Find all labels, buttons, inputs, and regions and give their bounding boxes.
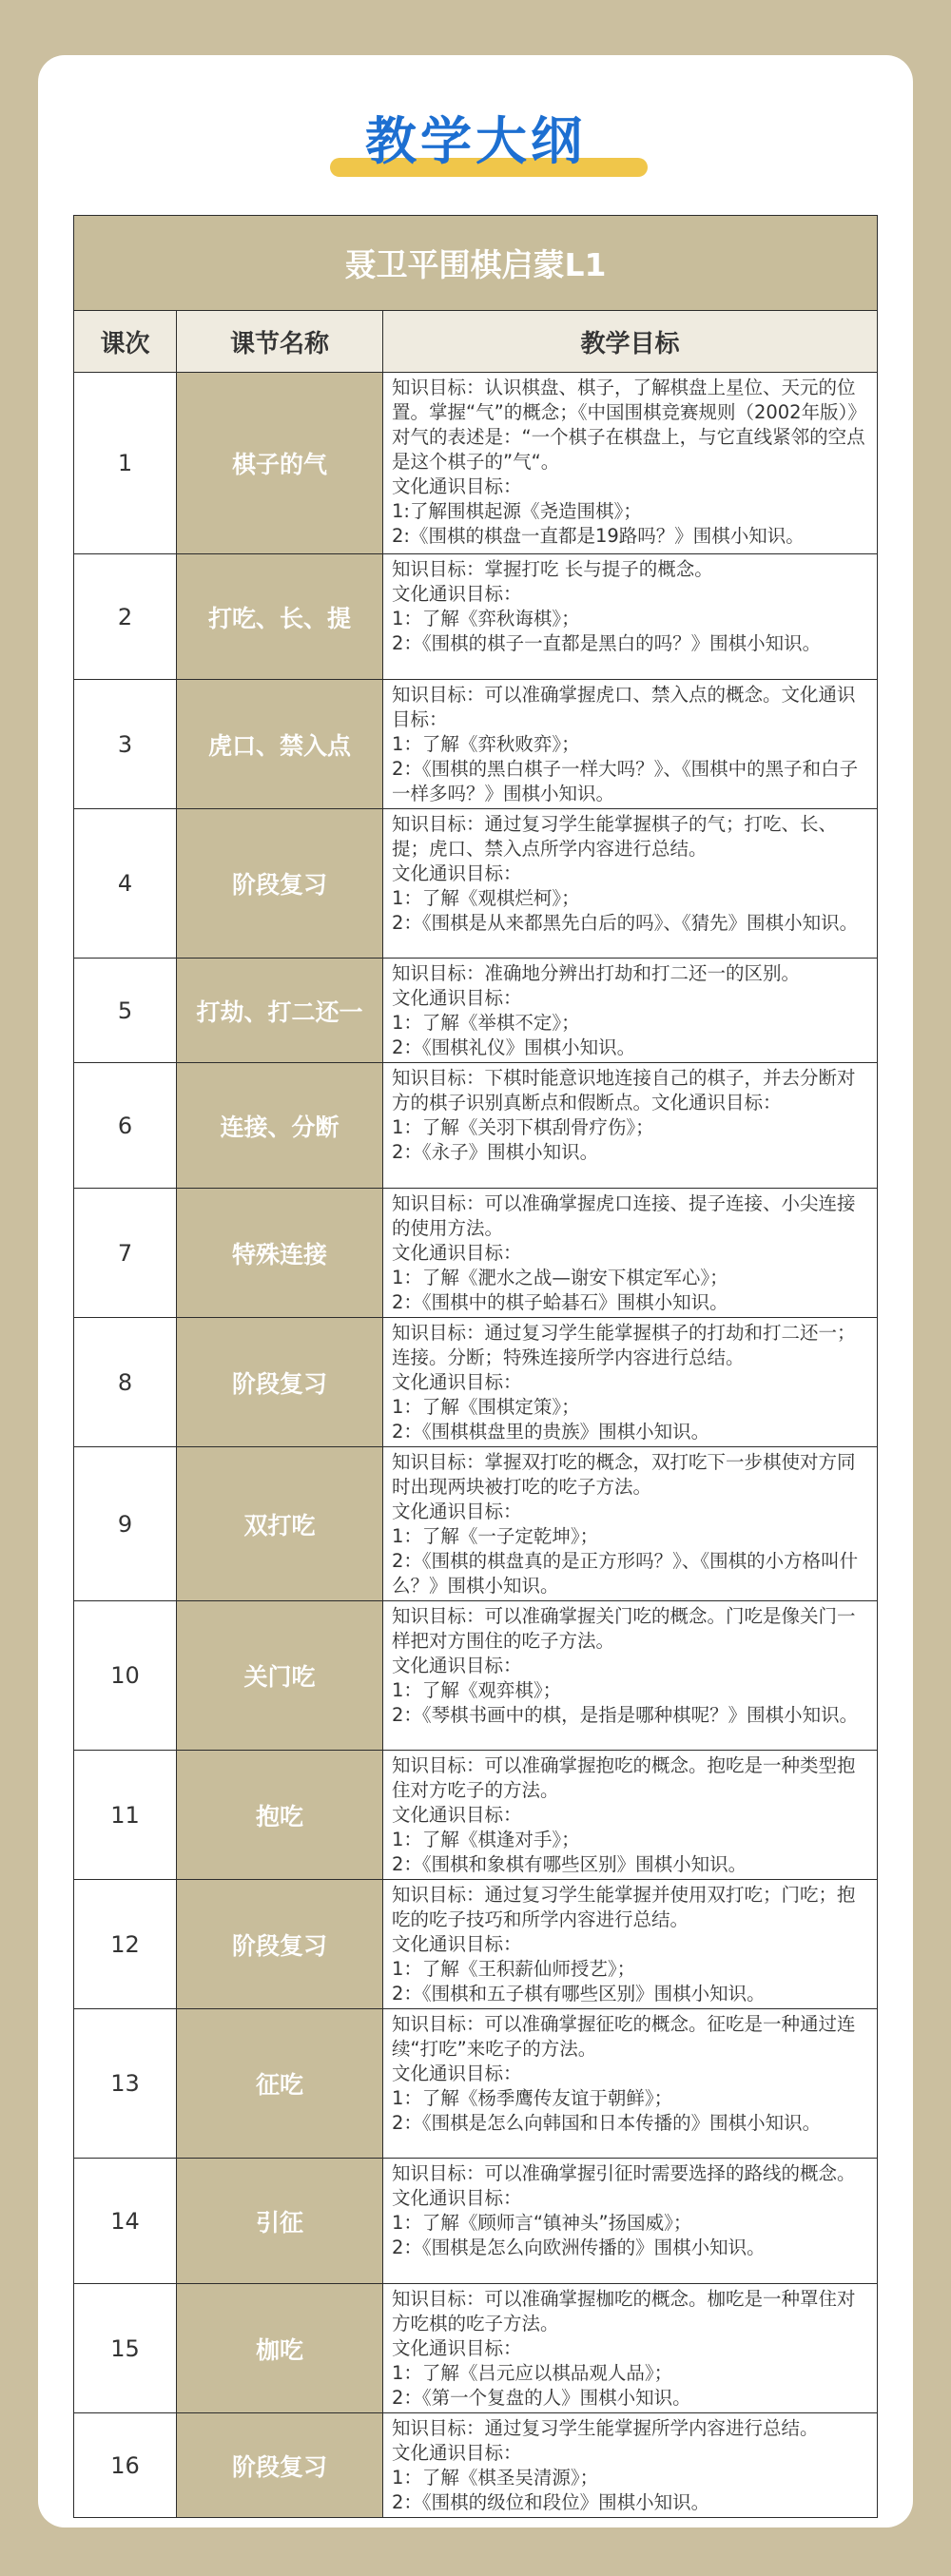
lesson-number: 6: [74, 1063, 177, 1189]
goal-line: 1：了解《淝水之战—谢安下棋定军心》；: [392, 1267, 728, 1288]
lesson-goal: [383, 1601, 878, 1751]
lesson-number: 9: [74, 1447, 177, 1601]
header-teaching-goal: 教学目标: [383, 311, 878, 373]
lesson-name: 阶段复习: [177, 1880, 383, 2009]
table-row: [74, 680, 878, 809]
goal-line: 2：《围棋的级位和段位》围棋小知识。: [392, 2491, 710, 2513]
lesson-number: 14: [74, 2159, 177, 2284]
lesson-goal: [383, 2009, 878, 2159]
goal-line: 文化通识目标：: [392, 2337, 522, 2359]
lesson-number: 15: [74, 2284, 177, 2413]
table-row: [74, 2284, 878, 2413]
lesson-number: 1: [74, 373, 177, 554]
goal-line: 1:了解围棋起源《尧造围棋》；: [392, 500, 642, 522]
goal-line: 知识目标：掌握双打吃的概念，双打吃下一步棋使对方同时出现两块被打吃的吃子方法。: [392, 1451, 856, 1498]
lesson-name: 连接、分断: [177, 1063, 383, 1189]
goal-line: 1：了解《观棋烂柯》；: [392, 887, 580, 909]
lesson-goal: [383, 1063, 878, 1189]
goal-line: 文化通识目标：: [392, 2063, 522, 2084]
goal-line: 文化通识目标：: [392, 1501, 522, 1522]
lesson-name: 阶段复习: [177, 809, 383, 959]
table-row: [74, 1318, 878, 1447]
goal-line: 知识目标：掌握打吃 长与提子的概念。: [392, 558, 713, 580]
lesson-goal: [383, 1318, 878, 1447]
goal-line: 2：《围棋礼仪》围棋小知识。: [392, 1036, 636, 1058]
lesson-goal: [383, 554, 878, 680]
goal-line: 文化通识目标：: [392, 987, 522, 1009]
goal-line: 2：《围棋的黑白棋子一样大吗？》、《围棋中的黑子和白子一样多吗？》围棋小知识。: [392, 758, 859, 804]
goal-line: 知识目标：可以准确掌握抱吃的概念。抱吃是一种类型抱住对方吃子的方法。: [392, 1754, 856, 1801]
goal-line: 知识目标：通过复习学生能掌握棋子的气；打吃、长、提；虎口、禁入点所学内容进行总结。: [392, 813, 838, 860]
goal-line: 文化通识目标：: [392, 475, 522, 497]
lesson-number: 5: [74, 959, 177, 1063]
lesson-goal: [383, 2159, 878, 2284]
goal-line: 文化通识目标：: [392, 1655, 522, 1676]
lesson-goal: [383, 373, 878, 554]
goal-line: 1：了解《举棋不定》；: [392, 1012, 580, 1034]
goal-line: 2：《围棋和五子棋有哪些区别》围棋小知识。: [392, 1983, 766, 2005]
lesson-name: 特殊连接: [177, 1189, 383, 1318]
goal-line: 1：了解《顾师言“镇神头”扬国威》；: [392, 2212, 692, 2234]
lesson-number: 4: [74, 809, 177, 959]
course-title: 聂卫平围棋启蒙L1: [74, 216, 878, 311]
goal-line: 知识目标：可以准确掌握虎口、禁入点的概念。文化通识目标：: [392, 684, 856, 730]
lesson-number: 2: [74, 554, 177, 680]
lesson-goal: [383, 680, 878, 809]
goal-line: 知识目标：可以准确掌握关门吃的概念。门吃是像关门一样把对方围住的吃子方法。: [392, 1605, 856, 1652]
table-row: [74, 373, 878, 554]
goal-line: 2：《围棋和象棋有哪些区别》围棋小知识。: [392, 1853, 747, 1875]
goal-line: 2：《围棋中的棋子蛤碁石》围棋小知识。: [392, 1291, 728, 1313]
lesson-name: 关门吃: [177, 1601, 383, 1751]
table-row: [74, 809, 878, 959]
goal-line: 1：了解《关羽下棋刮骨疗伤》；: [392, 1116, 654, 1138]
table-row: [74, 1601, 878, 1751]
goal-line: 2：《围棋是从来都黑先白后的吗》、《猜先》围棋小知识。: [392, 912, 859, 934]
lesson-number: 11: [74, 1751, 177, 1880]
goal-line: 1：了解《一子定乾坤》；: [392, 1525, 599, 1547]
lesson-name: 抱吃: [177, 1751, 383, 1880]
goal-line: 文化通识目标：: [392, 583, 522, 605]
table-row: [74, 1751, 878, 1880]
goal-line: 文化通识目标：: [392, 2442, 522, 2464]
lesson-goal: [383, 1189, 878, 1318]
table-row: [74, 2159, 878, 2284]
table-row: [74, 959, 878, 1063]
goal-line: 2：《围棋棋盘里的贵族》围棋小知识。: [392, 1421, 710, 1443]
goal-line: 1：了解《杨季鹰传友谊于朝鲜》；: [392, 2087, 673, 2109]
lesson-name: 枷吃: [177, 2284, 383, 2413]
lesson-number: 10: [74, 1601, 177, 1751]
lesson-name: 双打吃: [177, 1447, 383, 1601]
page-title: 教学大纲: [365, 111, 586, 171]
goal-line: 1：了解《吕元应以棋品观人品》；: [392, 2362, 673, 2384]
goal-line: 文化通识目标：: [392, 1804, 522, 1826]
goal-line: 知识目标：认识棋盘、棋子，了解棋盘上星位、天元的位置。掌握“气”的概念；《中国围棋竞赛规则（2002年版）》对气的表述是：“一个棋子在棋盘上，与它直线紧邻的空点是这个棋子的”气“。: [392, 377, 866, 473]
goal-line: 1：了解《围棋定策》；: [392, 1396, 580, 1418]
table-row: [74, 2413, 878, 2518]
goal-line: 2：《围棋的棋子一直都是黑白的吗？》围棋小知识。: [392, 632, 822, 654]
goal-line: 知识目标：准确地分辨出打劫和打二还一的区别。: [392, 962, 801, 984]
goal-line: 知识目标：可以准确掌握枷吃的概念。枷吃是一种罩住对方吃棋的吃子方法。: [392, 2288, 856, 2334]
lesson-number: 16: [74, 2413, 177, 2518]
lesson-number: 12: [74, 1880, 177, 2009]
syllabus-card: [38, 55, 913, 2528]
lesson-goal: [383, 1880, 878, 2009]
table-row: [74, 1063, 878, 1189]
lesson-goal: [383, 2284, 878, 2413]
lesson-number: 3: [74, 680, 177, 809]
goal-line: 文化通识目标：: [392, 862, 522, 884]
lesson-number: 7: [74, 1189, 177, 1318]
lesson-number: 13: [74, 2009, 177, 2159]
goal-line: 2：《围棋的棋盘真的是正方形吗？》、《围棋的小方格叫什么？》围棋小知识。: [392, 1550, 859, 1597]
lesson-name: 虎口、禁入点: [177, 680, 383, 809]
goal-line: 1：了解《弈秋诲棋》；: [392, 608, 580, 629]
goal-line: 2：《琴棋书画中的棋，是指是哪种棋呢？》围棋小知识。: [392, 1704, 859, 1726]
goal-line: 2：《围棋是怎么向韩国和日本传播的》围棋小知识。: [392, 2112, 822, 2134]
goal-line: 知识目标：下棋时能意识地连接自己的棋子，并去分断对方的棋子识别真断点和假断点。文化通识目标：: [392, 1067, 856, 1114]
lesson-goal: [383, 1447, 878, 1601]
goal-line: 1：了解《棋逢对手》；: [392, 1829, 580, 1850]
goal-line: 文化通识目标：: [392, 1371, 522, 1393]
goal-line: 2：《围棋是怎么向欧洲传播的》围棋小知识。: [392, 2237, 766, 2258]
lesson-name: 引征: [177, 2159, 383, 2284]
goal-line: 2:《围棋的棋盘一直都是19路吗？》围棋小知识。: [392, 525, 805, 547]
lesson-name: 阶段复习: [177, 2413, 383, 2518]
goal-line: 2：《第一个复盘的人》围棋小知识。: [392, 2387, 691, 2409]
table-row: [74, 1880, 878, 2009]
goal-line: 知识目标：可以准确掌握征吃的概念。征吃是一种通过连续“打吃”来吃子的方法。: [392, 2013, 856, 2060]
goal-line: 知识目标：通过复习学生能掌握并使用双打吃；门吃；抱吃的吃子技巧和所学内容进行总结。: [392, 1884, 856, 1930]
header-lesson-number: 课次: [74, 311, 177, 373]
header-lesson-name: 课节名称: [177, 311, 383, 373]
table-row: [74, 1447, 878, 1601]
goal-line: 1：了解《弈秋败弈》；: [392, 733, 580, 755]
lesson-name: 阶段复习: [177, 1318, 383, 1447]
goal-line: 知识目标：通过复习学生能掌握棋子的打劫和打二还一；连接。分断；特殊连接所学内容进行总结。: [392, 1322, 856, 1368]
lesson-number: 8: [74, 1318, 177, 1447]
goal-line: 1：了解《观弈棋》；: [392, 1679, 562, 1701]
lesson-name: 打吃、长、提: [177, 554, 383, 680]
lesson-name: 打劫、打二还一: [177, 959, 383, 1063]
lesson-goal: [383, 2413, 878, 2518]
table-row: [74, 554, 878, 680]
lesson-goal: [383, 959, 878, 1063]
lesson-name: 征吃: [177, 2009, 383, 2159]
goal-line: 文化通识目标：: [392, 2187, 522, 2209]
goal-line: 文化通识目标：: [392, 1242, 522, 1264]
goal-line: 1：了解《棋圣吴清源》；: [392, 2467, 599, 2489]
table-row: [74, 2009, 878, 2159]
goal-line: 知识目标：通过复习学生能掌握所学内容进行总结。: [392, 2417, 819, 2439]
goal-line: 1：了解《王积薪仙师授艺》；: [392, 1958, 636, 1980]
goal-line: 文化通识目标：: [392, 1933, 522, 1955]
table-row: [74, 1189, 878, 1318]
lesson-goal: [383, 809, 878, 959]
lesson-goal: [383, 1751, 878, 1880]
goal-line: 知识目标：可以准确掌握引征时需要选择的路线的概念。: [392, 2162, 856, 2184]
syllabus-table: [73, 215, 878, 2518]
lesson-name: 棋子的气: [177, 373, 383, 554]
goal-line: 知识目标：可以准确掌握虎口连接、提子连接、小尖连接的使用方法。: [392, 1192, 856, 1239]
goal-line: 2：《永子》围棋小知识。: [392, 1141, 599, 1163]
